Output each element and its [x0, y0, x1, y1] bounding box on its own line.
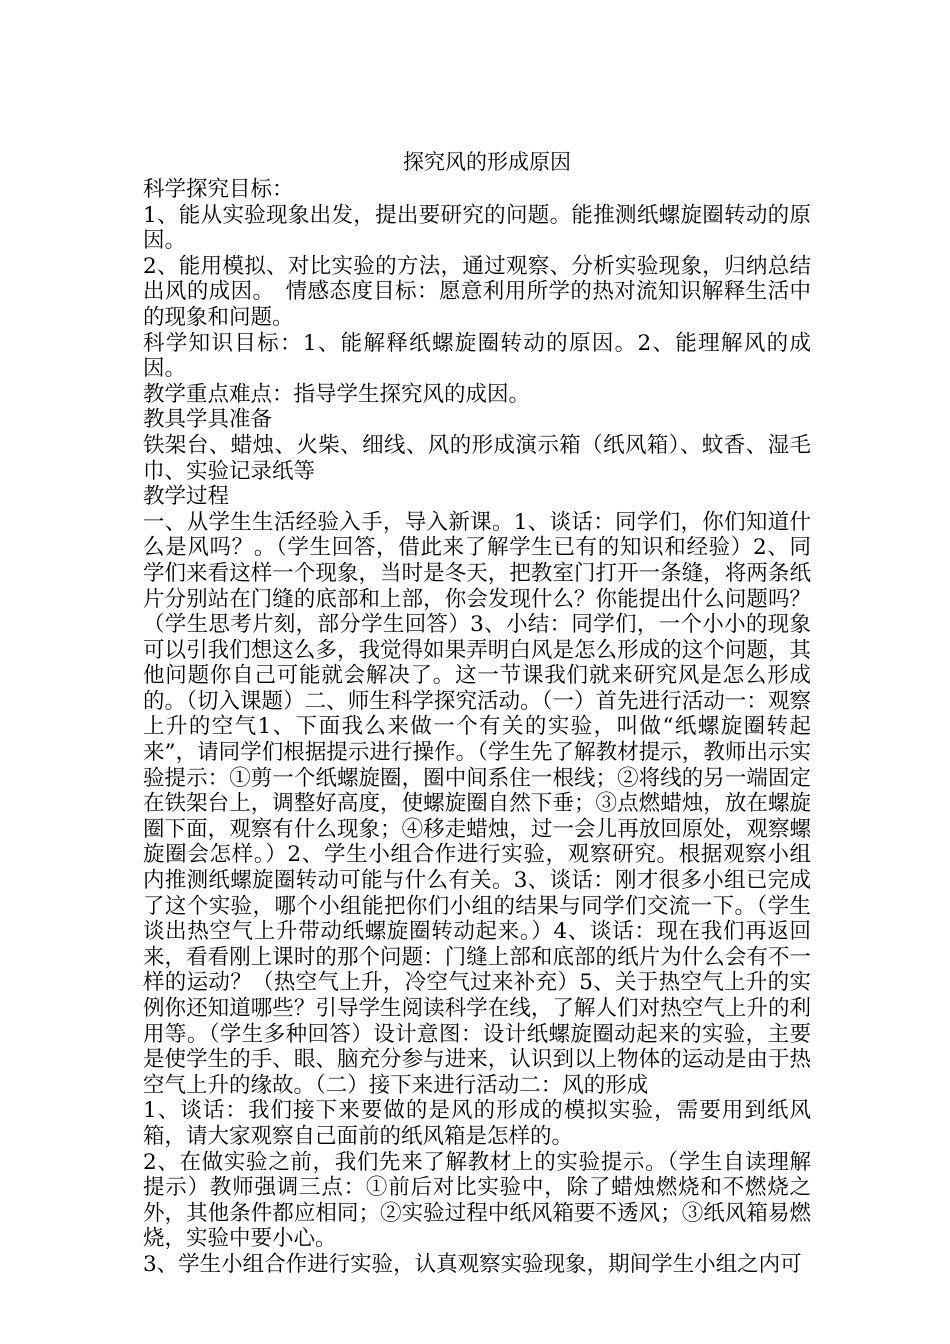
paragraph-knowledge-objectives: 科学知识目标：1、能解释纸螺旋圈转动的原因。2、能理解风的成因。 [143, 330, 811, 382]
paragraph-objective-1: 1、能从实验现象出发，提出要研究的问题。能推测纸螺旋圈转动的原因。 [143, 202, 811, 254]
paragraph-activity2-step1: 1、谈话：我们接下来要做的是风的形成的模拟实验，需要用到纸风箱，请大家观察自己面前的纸风箱是怎样的。 [143, 1098, 811, 1149]
paragraph-objective-2: 2、能用模拟、对比实验的方法，通过观察、分析实验现象，归纳总结出风的成因。 情感态度目标：愿意利用所学的热对流知识解释生活中的现象和问题。 [143, 253, 811, 330]
document-page [143, 148, 811, 1278]
paragraph-materials-list: 铁架台、蜡烛、火柴、细线、风的形成演示箱（纸风箱）、蚊香、湿毛巾、实验记录纸等 [143, 432, 811, 484]
paragraph-activity2-step2: 2、在做实验之前，我们先来了解教材上的实验提示。（学生自读理解提示）教师强调三点：①前后对比实验中，除了蜡烛燃烧和不燃烧之外，其他条件都应相同；②实验过程中纸风箱要不透风；③纸风箱易燃烧，实验中要小心。 [143, 1149, 811, 1252]
paragraph-materials-heading: 教具学具准备 [143, 407, 273, 433]
paragraph-objectives-heading: 科学探究目标： [143, 177, 294, 202]
paragraph-process-body: 一、从学生生活经验入手，导入新课。1、谈话：同学们，你们知道什么是风吗？。（学生回答，借此来了解学生已有的知识和经验）2、同学们来看这样一个现象，当时是冬天，把教室门打开一条缝，将两条纸片分别站在门缝的底部和上部，你会发现什么？你能提出什么问题吗？（学生思考片刻，部分学生回答）3、小结：同学们，一个小小的现象可以引我们想这么多，我觉得如果弄明白风是怎么形成的这个问题，其他问题你自己可能就会解决了。这一节课我们就来研究风是怎么形成的。（切入课题）二、师生科学探究活动。（一）首先进行活动一：观察上升的空气1、下面我么来做一个有关的实验，叫做“纸螺旋圈转起来”，请同学们根据提示进行操作。（学生先了解教材提示，教师出示实验提示：①剪一个纸螺旋圈，圈中间系住一根线；②将线的另一端固定在铁架台上，调整好高度，使螺旋圈自然下垂；③点燃蜡烛，放在螺旋圈下面，观察有什么现象；④移走蜡烛，过一会儿再放回原处，观察螺旋圈会怎样。）2、学生小组合作进行实验，观察研究。根据观察小组内推测纸螺旋圈转动可能与什么有关。3、谈话：刚才很多小组已完成了这个实验，哪个小组能把你们小组的结果与同学们交流一下。（学生谈出热空气上升带动纸螺旋圈转动起来。）4、谈话：现在我们再返回来，看看刚上课时的那个问题：门缝上部和底部的纸片为什么会有不一样的运动？（热空气上升，冷空气过来补充）5、关于热空气上升的实例你还知道哪些？引导学生阅读科学在线，了解人们对热空气上升的利用等。（学生多种回答）设计意图：设计纸螺旋圈动起来的实验，主要是使学生的手、眼、脑充分参与进来，认识到以上物体的运动是由于热空气上升的缘故。（二）接下来进行活动二：风的形成 [143, 509, 811, 1098]
paragraph-key-points: 教学重点难点：指导学生探究风的成因。 [143, 381, 531, 407]
paragraph-activity2-step3: 3、学生小组合作进行实验，认真观察实验现象，期间学生小组之内可 [143, 1251, 802, 1277]
document-title: 探究风的形成原因 [403, 150, 571, 174]
paragraph-process-heading: 教学过程 [143, 484, 230, 510]
